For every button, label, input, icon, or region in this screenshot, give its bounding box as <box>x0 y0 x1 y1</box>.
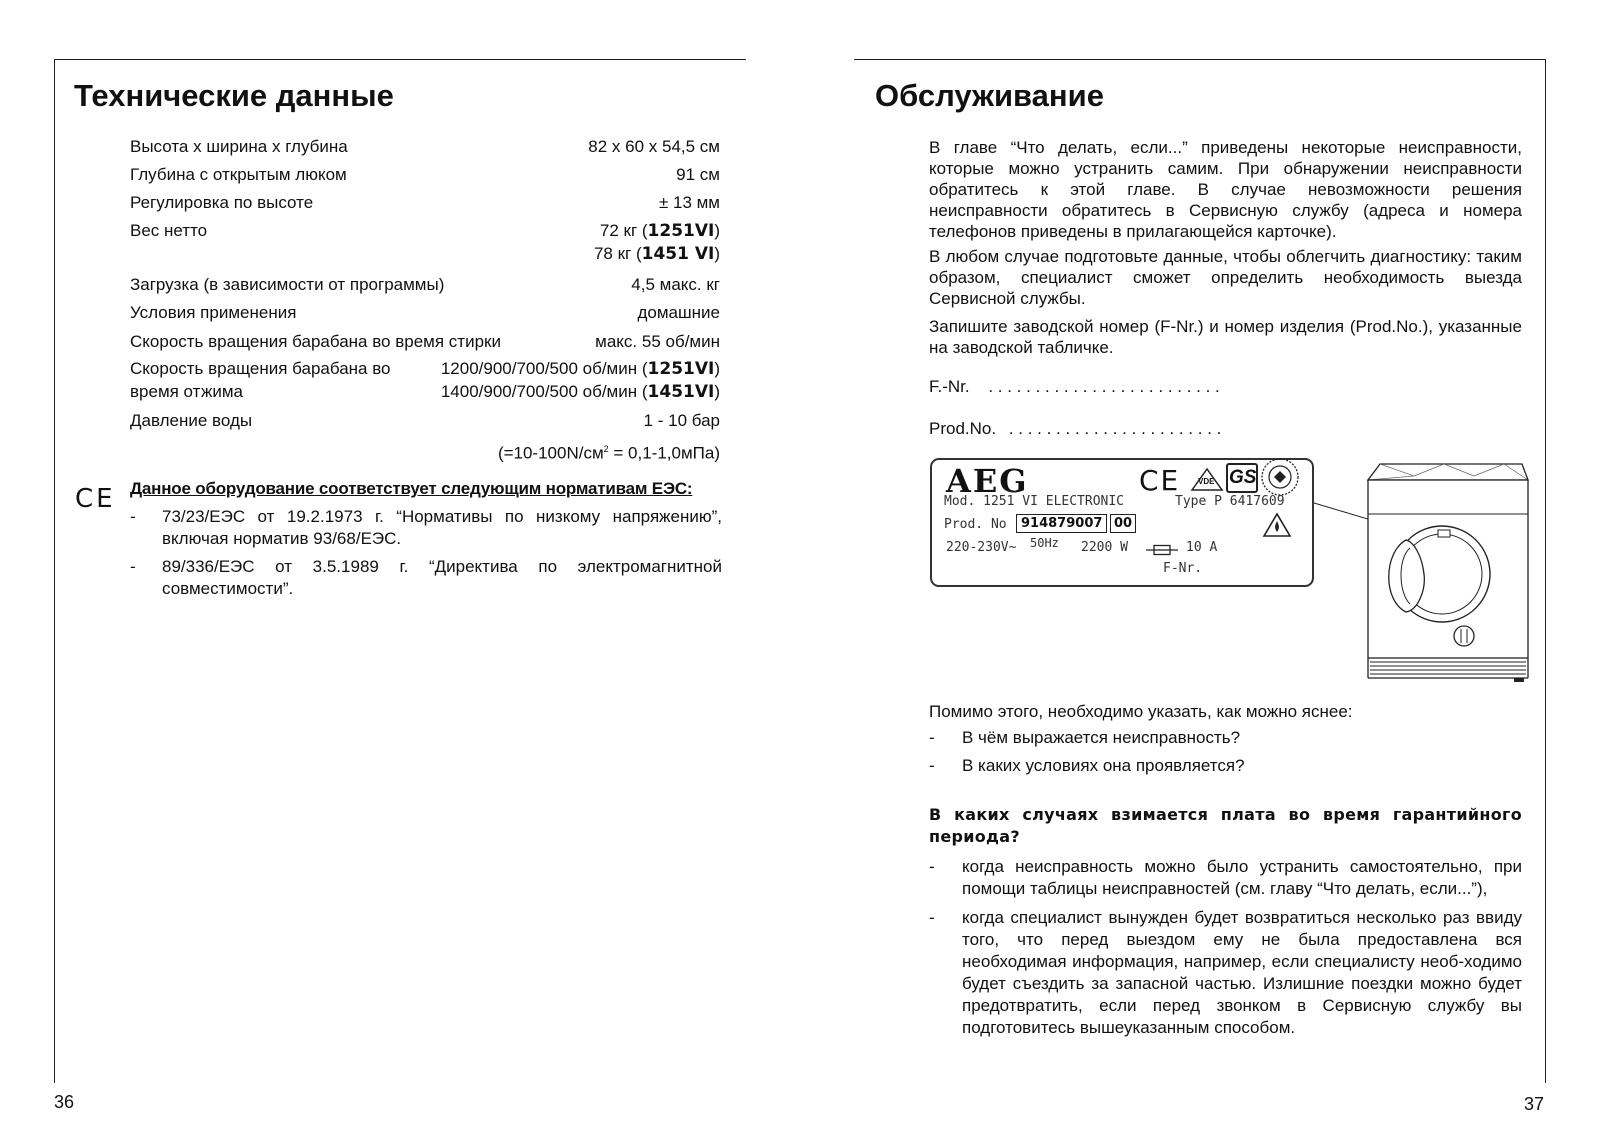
plate-amps: 10 A <box>1186 540 1218 555</box>
spec-value: 91 см <box>676 165 720 184</box>
plate-prod-label: Prod. No <box>944 517 1007 532</box>
intro-paragraph: В главе “Что делать, если...” приведены некоторые неисправности, которые можно устранить самим. При обнаружении неисправности обратитесь к этой главе. В случае невозможности решения неисправности обратитесь в Сервисную службу (адреса и номера телефонов приведены в прилагающейся карточке). <box>929 138 1522 241</box>
fnr-field <box>929 377 1220 397</box>
plate-prod-suffix: 00 <box>1110 514 1136 533</box>
ce-item-text: 89/336/ЕЭС от 3.5.1989 г. “Директива по электромагнитной совместимости”. <box>162 557 722 598</box>
spec-label: Давление воды <box>130 411 253 430</box>
ce-heading: Данное оборудование соответствует следующим нормативам ЕЭС: <box>130 479 693 498</box>
warranty-item-text: когда неисправность можно было устранить самостоятельно, при помощи таблицы неисправностей (см. главу “Что делать, если...”), <box>962 857 1522 898</box>
spec-row-depth-open <box>130 164 720 186</box>
prodno-label: Prod.No. <box>929 419 997 438</box>
pressure-suffix: = 0,1-1,0мПа) <box>608 443 720 463</box>
spec-value: 82 x 60 x 54,5 см <box>588 137 720 156</box>
spec-row-height-adjust <box>130 192 720 214</box>
right-page-number: 37 <box>1524 1094 1545 1114</box>
plate-watts: 2200 W <box>1081 540 1128 555</box>
spec-label: Глубина с открытым люком <box>130 165 347 184</box>
weight-value: 72 кг ( <box>599 221 648 240</box>
spec-label: Вес нетто <box>130 221 208 240</box>
ce-mark-icon: CE <box>75 484 116 514</box>
aeg-logo: AEG <box>946 462 1029 500</box>
spec-value-line-1 <box>600 220 720 242</box>
spec-value: 4,5 макс. кг <box>631 275 720 294</box>
prodno-dots: . . . . . . . . . . . . . . . . . . . . . . . <box>1008 419 1222 438</box>
warranty-item <box>929 907 1522 1047</box>
model-badge: 1451VI <box>647 382 715 402</box>
model-badge: 1451 VI <box>641 244 715 264</box>
spec-value: домашние <box>637 303 720 322</box>
pressure-prefix: (=10-100N/см <box>497 443 604 463</box>
spec-row-wash-speed <box>130 331 720 353</box>
plate-ce-icon: CE <box>1139 464 1181 497</box>
plate-fnr: F-Nr. <box>1163 561 1203 576</box>
spec-value-line-1 <box>441 358 720 380</box>
spec-label-line-1: Скорость вращения барабана во <box>130 359 391 378</box>
warranty-item <box>929 856 1522 902</box>
paren: ) <box>714 244 720 263</box>
plate-voltage: 220-230V~ <box>946 540 1017 555</box>
ce-item <box>130 506 722 552</box>
ce-item <box>130 556 722 602</box>
plate-hz: 50Hz <box>1030 536 1059 550</box>
question-text: В чём выражается неисправность? <box>962 728 1241 747</box>
spec-value: макс. 55 об/мин <box>595 332 720 351</box>
spec-value <box>498 438 720 465</box>
fnr-dots: . . . . . . . . . . . . . . . . . . . . . . . . . <box>988 377 1220 396</box>
warning-triangle-icon <box>1262 512 1292 538</box>
vde-label: VDE <box>1198 477 1215 486</box>
list-dash: - <box>929 908 935 927</box>
spec-row-weight <box>130 220 720 266</box>
spec-value: ± 13 мм <box>658 193 720 212</box>
question-item <box>929 755 1522 779</box>
washing-machine-illustration <box>1314 460 1530 692</box>
after-plate-text: Помимо этого, необходимо указать, как можно яснее: <box>929 702 1353 721</box>
left-side-rule <box>54 59 55 1083</box>
spec-row-usage <box>130 302 720 324</box>
spec-value-line-2 <box>594 243 720 265</box>
list-dash: - <box>130 557 136 576</box>
speed-value: 1400/900/700/500 об/мин ( <box>440 382 648 401</box>
prodno-field <box>929 419 1221 439</box>
list-dash: - <box>130 507 136 526</box>
plate-prod-number: 914879007 <box>1016 514 1107 533</box>
serial-paragraph: Запишите заводской номер (F-Nr.) и номер изделия (Prod.No.), указанные на заводской табличке. <box>929 317 1522 357</box>
spec-row-water-pressure <box>130 410 720 432</box>
question-item <box>929 727 1522 751</box>
left-page-title: Технические данные <box>74 78 394 113</box>
spec-label: Скорость вращения барабана во время стирки <box>130 332 501 351</box>
rating-plate <box>930 458 1314 587</box>
warranty-item-text: когда специалист вынужден будет возвратиться несколько раз ввиду того, что перед выездом ему не была предоставлена вся необходимая информация, например, если специалисту необ-ходимо будет съездить за запасной частью. Излишние поездки можно будет предотвратить, если перед звонком в Сервисную службу вы подготовитесь вышеуказанным способом. <box>962 908 1522 1037</box>
right-side-rule <box>1545 59 1546 1083</box>
gs-label: GS <box>1229 467 1257 488</box>
left-top-rule <box>54 59 746 60</box>
diagnostics-paragraph: В любом случае подготовьте данные, чтобы облегчить диагностику: таким образом, специалист сможет определить необходимость выезда Сервисной службы. <box>929 247 1522 308</box>
spec-label: Загрузка (в зависимости от программы) <box>130 275 445 294</box>
plate-model: Mod. 1251 VI ELECTRONIC <box>944 494 1125 509</box>
spec-label: Регулировка по высоте <box>130 193 314 212</box>
paren: ) <box>714 359 720 378</box>
spec-row-dimensions <box>130 136 720 158</box>
paren: ) <box>714 221 720 240</box>
spec-row-spin-speed <box>130 358 720 404</box>
spec-value: 1 - 10 бар <box>643 411 720 430</box>
right-page-title: Обслуживание <box>875 78 1104 113</box>
spec-label-line-2: время отжима <box>130 382 243 401</box>
spec-value-line-2 <box>441 381 720 403</box>
fnr-label: F.-Nr. <box>929 377 970 396</box>
warranty-heading: В каких случаях взимается плата во время гарантийного периода? <box>929 805 1522 846</box>
certification-seal-icon <box>1260 457 1300 497</box>
model-badge: 1251VI <box>647 221 715 241</box>
list-dash: - <box>929 857 935 876</box>
fuse-icon <box>1146 543 1178 555</box>
right-top-rule <box>854 59 1546 60</box>
model-badge: 1251VI <box>647 359 715 379</box>
gs-icon <box>1226 463 1258 493</box>
speed-value: 1200/900/700/500 об/мин ( <box>440 359 648 378</box>
ce-item-text: 73/23/ЕЭС от 19.2.1973 г. “Нормативы по низкому напряжению”, включая норматив 93/68/ЕЭС. <box>162 507 722 548</box>
question-text: В каких условиях она проявляется? <box>962 756 1245 775</box>
spec-label: Условия применения <box>130 303 297 322</box>
list-dash: - <box>929 728 935 747</box>
weight-value: 78 кг ( <box>593 244 642 263</box>
plate-type: Type P 6417609 <box>1175 494 1285 509</box>
spec-row-load <box>130 274 720 296</box>
vde-icon <box>1190 466 1224 492</box>
spec-label: Высота х ширина х глубина <box>130 137 348 156</box>
left-page-number: 36 <box>54 1092 75 1112</box>
paren: ) <box>714 382 720 401</box>
superscript: 2 <box>603 444 609 454</box>
list-dash: - <box>929 756 935 775</box>
